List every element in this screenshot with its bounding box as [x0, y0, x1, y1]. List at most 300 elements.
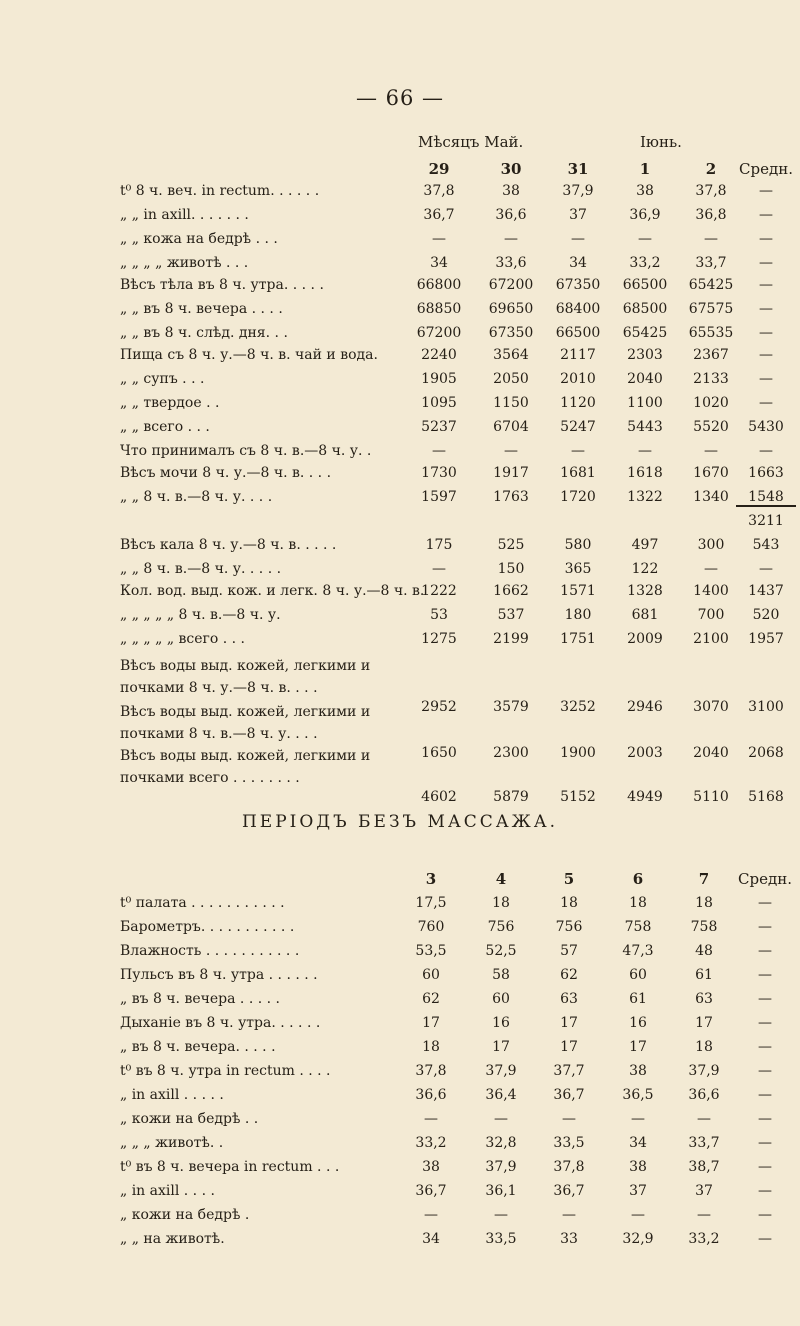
row-label: Кол. вод. выд. кож. и легк. 8 ч. у.—8 ч. в.	[120, 583, 425, 599]
table-cell: 33,7	[695, 255, 727, 271]
table-cell: 38,7	[688, 1159, 720, 1175]
table-cell: 5110	[693, 789, 729, 805]
table-cell: 62	[422, 991, 440, 1007]
table-cell: —	[704, 231, 718, 247]
table-row	[0, 1135, 800, 1157]
row-label: „ „ въ 8 ч. вечера . . . .	[120, 301, 283, 317]
table-cell: —	[758, 1087, 772, 1103]
table-cell: 63	[695, 991, 713, 1007]
table-cell: —	[432, 443, 446, 459]
table-cell: 17	[422, 1015, 440, 1031]
table-row	[0, 583, 800, 605]
table-cell: 5520	[693, 419, 729, 435]
table-row	[0, 513, 800, 535]
table-cell: 17	[560, 1039, 578, 1055]
table-cell: —	[758, 895, 772, 911]
row-label: „ „ въ 8 ч. слѣд. дня. . .	[120, 325, 288, 341]
table-cell: 1328	[627, 583, 663, 599]
table-cell: 17	[560, 1015, 578, 1031]
table-cell: 36,7	[553, 1183, 585, 1199]
table-cell: —	[759, 255, 773, 271]
table-cell: —	[758, 1039, 772, 1055]
table-cell: 68850	[416, 301, 462, 317]
row-label: t⁰ въ 8 ч. утра in rectum . . . .	[120, 1063, 331, 1079]
table-cell: —	[759, 183, 773, 199]
column-header: 3	[425, 870, 437, 888]
row-label: „ in axill . . . .	[120, 1183, 215, 1199]
table-row	[0, 1111, 800, 1133]
table-cell: 3070	[693, 699, 729, 715]
table-cell: 67350	[488, 325, 534, 341]
row-label: „ кожи на бедрѣ .	[120, 1207, 250, 1223]
table-cell: 756	[555, 919, 583, 935]
table-cell: —	[758, 1063, 772, 1079]
table-cell: 37	[569, 207, 587, 223]
table-cell: 2199	[493, 631, 529, 647]
table-cell: 60	[629, 967, 647, 983]
table-cell: —	[638, 231, 652, 247]
table-cell: —	[631, 1207, 645, 1223]
table-cell: 32,8	[485, 1135, 517, 1151]
table-cell: —	[758, 1207, 772, 1223]
table-cell: 66500	[555, 325, 601, 341]
table-cell: 5430	[748, 419, 784, 435]
table-cell: 758	[690, 919, 718, 935]
table-row	[0, 991, 800, 1013]
table-cell: —	[432, 561, 446, 577]
table-cell: 57	[560, 943, 578, 959]
column-header-row	[0, 870, 800, 892]
column-header: 7	[698, 870, 710, 888]
table-cell: 36,7	[553, 1087, 585, 1103]
table-cell: 17	[695, 1015, 713, 1031]
row-label: „ „ 8 ч. в.—8 ч. у. . . . .	[120, 561, 282, 577]
table-cell: 33,2	[415, 1135, 447, 1151]
table-cell: 2952	[421, 699, 457, 715]
column-header-row	[0, 160, 800, 182]
table-cell: —	[759, 277, 773, 293]
table-cell: 16	[492, 1015, 510, 1031]
table-cell: —	[759, 231, 773, 247]
table-cell: 1720	[560, 489, 596, 505]
table-row	[0, 183, 800, 205]
table-cell: —	[758, 943, 772, 959]
table-cell: 18	[695, 895, 713, 911]
column-header: 31	[567, 160, 589, 178]
table-cell: 38	[629, 1063, 647, 1079]
table-cell: 37	[629, 1183, 647, 1199]
table-cell: —	[562, 1207, 576, 1223]
table-cell: —	[758, 1183, 772, 1199]
table-cell: 36,9	[629, 207, 661, 223]
table-cell: 1597	[421, 489, 457, 505]
table-row	[0, 371, 800, 393]
table-cell: 68400	[555, 301, 601, 317]
table-cell: 150	[497, 561, 525, 577]
table-cell: 38	[636, 183, 654, 199]
table-cell: —	[758, 967, 772, 983]
column-header: 2	[705, 160, 717, 178]
table-row	[0, 395, 800, 417]
table-cell: 5443	[627, 419, 663, 435]
table-cell: 66500	[622, 277, 668, 293]
table-cell: 36,1	[485, 1183, 517, 1199]
table-cell: 497	[631, 537, 659, 553]
table-cell: 33	[560, 1231, 578, 1247]
table-row	[0, 465, 800, 487]
table-cell: 5168	[748, 789, 784, 805]
table-row	[0, 895, 800, 917]
table-cell: 2303	[627, 347, 663, 363]
table-cell: 17	[492, 1039, 510, 1055]
table-cell: 1957	[748, 631, 784, 647]
table-cell: 1662	[493, 583, 529, 599]
row-label: „ „ „ „ „ всего . . .	[120, 631, 245, 647]
table-cell: —	[494, 1111, 508, 1127]
table-cell: 2003	[627, 745, 663, 761]
table-cell: 67350	[555, 277, 601, 293]
table-cell: —	[758, 991, 772, 1007]
table-cell: 1275	[421, 631, 457, 647]
table-cell: 38	[502, 183, 520, 199]
table-row	[0, 489, 800, 511]
table-cell: 1548	[736, 489, 796, 507]
table-cell: 65535	[688, 325, 734, 341]
table-cell: 1120	[560, 395, 596, 411]
table-row	[0, 967, 800, 989]
table-cell: 681	[631, 607, 659, 623]
table-cell: 33,5	[553, 1135, 585, 1151]
table-cell: 37,7	[553, 1063, 585, 1079]
table-cell: 1917	[493, 465, 529, 481]
table-cell: 37,8	[553, 1159, 585, 1175]
row-label: Влажность . . . . . . . . . . .	[120, 943, 300, 959]
table-cell: 53,5	[415, 943, 447, 959]
table-cell: 52,5	[485, 943, 517, 959]
table-cell: —	[759, 561, 773, 577]
row-label: t⁰ 8 ч. веч. in rectum. . . . . .	[120, 183, 320, 199]
table-cell: —	[758, 1015, 772, 1031]
month-may-header: Мѣсяцъ Май.	[418, 133, 524, 151]
column-header: 6	[632, 870, 644, 888]
table-row	[0, 231, 800, 253]
table-cell: —	[758, 1111, 772, 1127]
table-row	[0, 325, 800, 347]
table-cell: —	[704, 561, 718, 577]
table-cell: 48	[695, 943, 713, 959]
table-cell: 36,6	[495, 207, 527, 223]
table-cell: —	[562, 1111, 576, 1127]
table-cell: 1020	[693, 395, 729, 411]
table-cell: —	[759, 301, 773, 317]
column-header: 1	[639, 160, 651, 178]
table-cell: 1763	[493, 489, 529, 505]
table-cell: 4949	[627, 789, 663, 805]
table-cell: 65425	[622, 325, 668, 341]
table-cell: 16	[629, 1015, 647, 1031]
table-cell: 37,8	[415, 1063, 447, 1079]
table-cell: 3100	[748, 699, 784, 715]
table-cell: 34	[422, 1231, 440, 1247]
row-label: „ въ 8 ч. вечера . . . . .	[120, 991, 280, 1007]
table-cell: 37,9	[562, 183, 594, 199]
table-cell: —	[571, 443, 585, 459]
table-cell: 32,9	[622, 1231, 654, 1247]
table-cell: 18	[560, 895, 578, 911]
row-label: Вѣсъ тѣла въ 8 ч. утра. . . . .	[120, 277, 324, 293]
table-cell: —	[758, 1135, 772, 1151]
table-cell: 37,9	[485, 1063, 517, 1079]
table-cell: 543	[752, 537, 780, 553]
table-cell: 18	[422, 1039, 440, 1055]
row-label: Вѣсъ воды выд. кожей, легкими и почками 8 ч. в.—8 ч. у. . . .	[120, 704, 371, 742]
column-header: 4	[495, 870, 507, 888]
table-cell: —	[758, 1231, 772, 1247]
table-cell: 1340	[693, 489, 729, 505]
table-row	[0, 1231, 800, 1253]
table-cell: 37,9	[688, 1063, 720, 1079]
table-cell: 1900	[560, 745, 596, 761]
table-cell: 68500	[622, 301, 668, 317]
table-cell: —	[494, 1207, 508, 1223]
table-cell: —	[759, 395, 773, 411]
table-cell: 67200	[416, 325, 462, 341]
table-cell: 36,8	[695, 207, 727, 223]
table-cell: 5247	[560, 419, 596, 435]
table-cell: 63	[560, 991, 578, 1007]
table-cell: —	[697, 1207, 711, 1223]
row-label: t⁰ палата . . . . . . . . . . .	[120, 895, 285, 911]
column-header: Средн.	[739, 160, 793, 178]
table-cell: 520	[752, 607, 780, 623]
row-label: „ „ на животѣ.	[120, 1231, 225, 1247]
table-cell: —	[759, 443, 773, 459]
table-cell: —	[758, 919, 772, 935]
table-cell: 5879	[493, 789, 529, 805]
table-cell: 38	[422, 1159, 440, 1175]
table-cell: 37,8	[423, 183, 455, 199]
table-cell: 2010	[560, 371, 596, 387]
table-cell: 33,5	[485, 1231, 517, 1247]
row-label: „ „ „ „ „ 8 ч. в.—8 ч. у.	[120, 607, 281, 623]
table-cell: 2133	[693, 371, 729, 387]
table-cell: 700	[697, 607, 725, 623]
table-cell: 17,5	[415, 895, 447, 911]
table-row	[0, 207, 800, 229]
table-cell: 1222	[421, 583, 457, 599]
table-row	[0, 1039, 800, 1061]
table-cell: 33,2	[629, 255, 661, 271]
table-cell: 1150	[493, 395, 529, 411]
table-cell: 1437	[748, 583, 784, 599]
table-cell: 17	[629, 1039, 647, 1055]
table-cell: 756	[487, 919, 515, 935]
table-cell: —	[704, 443, 718, 459]
row-label: Что принималъ съ 8 ч. в.—8 ч. у. .	[120, 443, 372, 459]
table-cell: 1663	[748, 465, 784, 481]
table-row	[0, 607, 800, 629]
table-cell: 180	[564, 607, 592, 623]
table-cell: 67200	[488, 277, 534, 293]
table-row	[0, 1087, 800, 1109]
table-cell: 65425	[688, 277, 734, 293]
table-row	[0, 1183, 800, 1205]
row-label: Вѣсъ воды выд. кожей, легкими и почками всего . . . . . . . .	[120, 748, 371, 786]
table-row	[0, 443, 800, 465]
row-label: Дыханіе въ 8 ч. утра. . . . . .	[120, 1015, 321, 1031]
table-cell: 36,6	[415, 1087, 447, 1103]
table-cell: 36,6	[688, 1087, 720, 1103]
table-row	[0, 1159, 800, 1181]
table-row	[0, 745, 800, 811]
table-cell: 36,7	[415, 1183, 447, 1199]
table-cell: 37	[695, 1183, 713, 1199]
table-cell: 3579	[493, 699, 529, 715]
table-row	[0, 419, 800, 441]
month-june-header: Іюнь.	[640, 133, 682, 151]
table-row	[0, 1063, 800, 1085]
table-cell: 60	[492, 991, 510, 1007]
table-cell: 365	[564, 561, 592, 577]
table-cell: 36,5	[622, 1087, 654, 1103]
table-cell: 2040	[693, 745, 729, 761]
table-cell: —	[759, 347, 773, 363]
table-cell: 34	[430, 255, 448, 271]
column-header: 30	[500, 160, 522, 178]
table-cell: 61	[695, 967, 713, 983]
table-cell: 62	[560, 967, 578, 983]
table-cell: 2367	[693, 347, 729, 363]
table-cell: 758	[624, 919, 652, 935]
table-cell: 37,8	[695, 183, 727, 199]
row-label: „ кожи на бедрѣ . .	[120, 1111, 259, 1127]
table-cell: 2040	[627, 371, 663, 387]
table-cell: 1650	[421, 745, 457, 761]
table-cell: 580	[564, 537, 592, 553]
table-row	[0, 277, 800, 299]
table-cell: 37,9	[485, 1159, 517, 1175]
column-header: Средн.	[738, 870, 792, 888]
table-cell: 122	[631, 561, 659, 577]
table-cell: 2300	[493, 745, 529, 761]
section-title: ПЕРІОДЪ БЕЗЪ МАССАЖА.	[241, 812, 558, 832]
table-row	[0, 919, 800, 941]
table-cell: 67575	[688, 301, 734, 317]
table-cell: 1618	[627, 465, 663, 481]
table-cell: 58	[492, 967, 510, 983]
table-cell: 1400	[693, 583, 729, 599]
table-cell: 33,6	[495, 255, 527, 271]
table-cell: 2009	[627, 631, 663, 647]
table-cell: 3252	[560, 699, 596, 715]
row-label: „ „ 8 ч. в.—8 ч. у. . . .	[120, 489, 273, 505]
row-label: Пища съ 8 ч. у.—8 ч. в. чай и вода.	[120, 347, 378, 363]
table-cell: —	[424, 1207, 438, 1223]
table-row	[0, 943, 800, 965]
table-cell: 1751	[560, 631, 596, 647]
table-cell: 2117	[560, 347, 596, 363]
table-row	[0, 1015, 800, 1037]
table-cell: —	[432, 231, 446, 247]
table-cell: —	[697, 1111, 711, 1127]
table-cell: —	[759, 371, 773, 387]
table-cell: 6704	[493, 419, 529, 435]
table-cell: 38	[629, 1159, 647, 1175]
row-label: „ „ супъ . . .	[120, 371, 205, 387]
table-cell: —	[631, 1111, 645, 1127]
table-cell: 2240	[421, 347, 457, 363]
table-cell: 18	[695, 1039, 713, 1055]
table-cell: 34	[569, 255, 587, 271]
table-cell: 53	[430, 607, 448, 623]
table-cell: 2050	[493, 371, 529, 387]
table-cell: 4602	[421, 789, 457, 805]
table-cell: 34	[629, 1135, 647, 1151]
table-cell: 33,2	[688, 1231, 720, 1247]
table-cell: 1681	[560, 465, 596, 481]
row-label: „ „ всего . . .	[120, 419, 210, 435]
row-label: Вѣсъ мочи 8 ч. у.—8 ч. в. . . .	[120, 465, 332, 481]
table-cell: 1730	[421, 465, 457, 481]
table-row	[0, 537, 800, 559]
row-label: „ „ кожа на бедрѣ . . .	[120, 231, 278, 247]
table-cell: 3564	[493, 347, 529, 363]
table-cell: 1670	[693, 465, 729, 481]
table-cell: 1905	[421, 371, 457, 387]
table-cell: —	[758, 1159, 772, 1175]
column-header: 5	[563, 870, 575, 888]
page-number: — 66 —	[355, 86, 445, 110]
table-cell: 2100	[693, 631, 729, 647]
row-label: „ in axill . . . . .	[120, 1087, 224, 1103]
row-label: „ „ твердое . .	[120, 395, 220, 411]
row-label: Барометръ. . . . . . . . . . .	[120, 919, 295, 935]
table-cell: 69650	[488, 301, 534, 317]
table-row	[0, 347, 800, 369]
column-header: 29	[428, 160, 450, 178]
table-cell: 47,3	[622, 943, 654, 959]
table-row	[0, 1207, 800, 1229]
table-cell: 537	[497, 607, 525, 623]
table-cell: 1095	[421, 395, 457, 411]
table-cell: 60	[422, 967, 440, 983]
table-cell: 5152	[560, 789, 596, 805]
table-cell: 525	[497, 537, 525, 553]
table-cell: 1100	[627, 395, 663, 411]
row-label: t⁰ въ 8 ч. вечера in rectum . . .	[120, 1159, 340, 1175]
row-label: „ въ 8 ч. вечера. . . . .	[120, 1039, 276, 1055]
table-cell: 36,4	[485, 1087, 517, 1103]
table-cell: —	[638, 443, 652, 459]
row-label: Пульсъ въ 8 ч. утра . . . . . .	[120, 967, 318, 983]
table-cell: 760	[417, 919, 445, 935]
table-cell: 2946	[627, 699, 663, 715]
table-cell: —	[571, 231, 585, 247]
table-cell: 175	[425, 537, 453, 553]
table-cell: —	[759, 207, 773, 223]
row-label: Вѣсъ воды выд. кожей, легкими и почками 8 ч. у.—8 ч. в. . . .	[120, 658, 371, 696]
table-cell: —	[504, 443, 518, 459]
table-row	[0, 631, 800, 653]
row-label: „ „ „ „ животѣ . . .	[120, 255, 249, 271]
table-row	[0, 561, 800, 583]
table-cell: —	[504, 231, 518, 247]
row-label: „ „ „ животѣ. .	[120, 1135, 224, 1151]
table-row	[0, 255, 800, 277]
table-cell: 36,7	[423, 207, 455, 223]
table-cell: 61	[629, 991, 647, 1007]
table-cell: 66800	[416, 277, 462, 293]
